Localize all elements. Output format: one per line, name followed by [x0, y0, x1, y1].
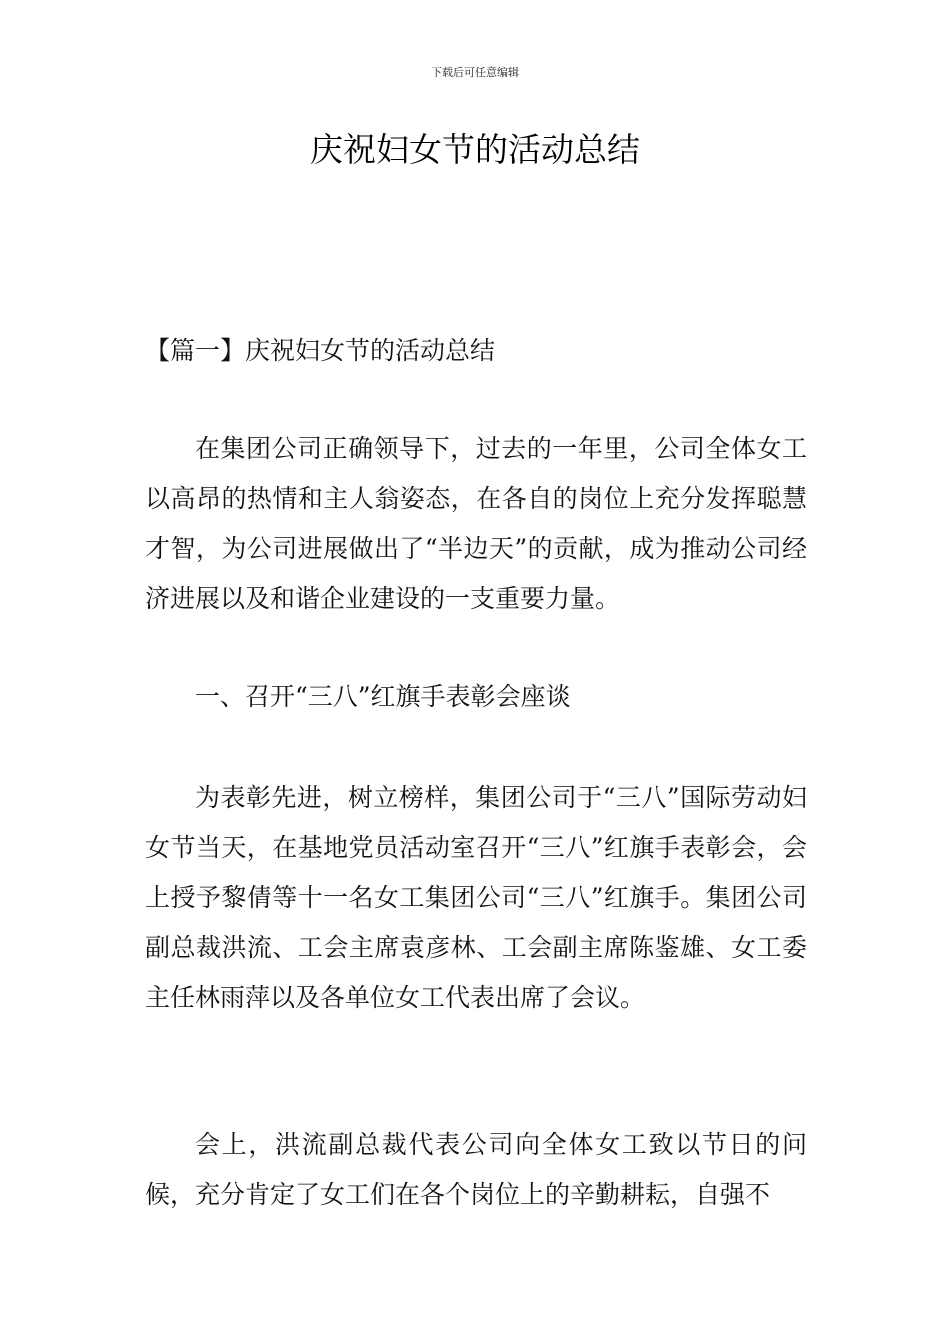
header-note: 下载后可任意编辑	[431, 66, 519, 79]
section-heading: 【篇一】庆祝妇女节的活动总结	[145, 336, 496, 365]
document-title: 庆祝妇女节的活动总结	[310, 130, 640, 169]
paragraph-intro: 在集团公司正确领导下，过去的一年里，公司全体女工以高昂的热情和主人翁姿态，在各自的岗位上充分发挥聪慧才智，为公司进展做出了“半边天”的贡献，成为推动公司经济进展以及和谐企业建设的一支重要力量。	[145, 434, 807, 613]
paragraph-award-meeting: 为表彰先进，树立榜样，集团公司于“三八”国际劳动妇女节当天，在基地党员活动室召开“三八”红旗手表彰会，会上授予黎倩等十一名女工集团公司“三八”红旗手。集团公司副总裁洪流、工会主席袁彦林、工会副主席陈鉴雄、女工委主任林雨萍以及各单位女工代表出席了会议。	[145, 783, 807, 1012]
paragraph-meeting-speech: 会上，洪流副总裁代表公司向全体女工致以节日的问候，充分肯定了女工们在各个岗位上的辛勤耕耘，自强不	[145, 1130, 807, 1209]
subsection-heading: 一、召开“三八”红旗手表彰会座谈	[195, 682, 571, 711]
